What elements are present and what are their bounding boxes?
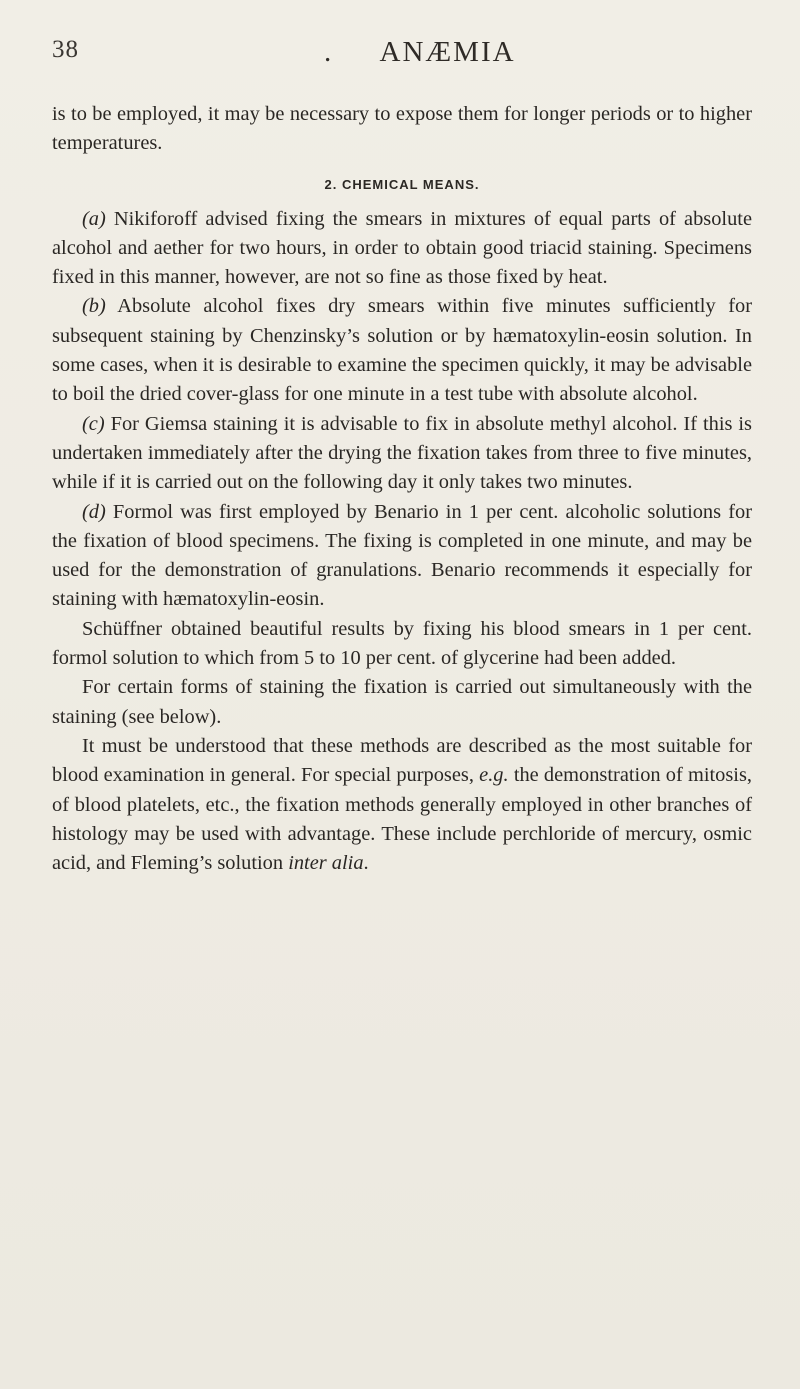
item-d-text: Formol was first employed by Benario in 1 per cent. alcoholic solutions for the fixation of blood specimens. The fixing is completed in one minute, and may be used for the demonstration of granulations. Benario recommends it especially for staining with hæmatoxylin-eosin. [52, 500, 752, 611]
closing-paragraph [52, 732, 752, 878]
closing-text-2: the demonstration of mitosis, of blood platelets, etc., the fixation methods generally employed in other branches of histology may be used with advantage. These include perchloride of mercury, osmic acid, and Fleming’s solution [52, 764, 753, 875]
item-d-label: (d) [82, 500, 106, 523]
page-header [0, 36, 800, 76]
eg-abbreviation: e.g. [479, 764, 509, 787]
closing-period: . [363, 852, 369, 875]
item-b-paragraph [52, 292, 752, 409]
section-heading: 2. CHEMICAL MEANS. [324, 176, 480, 192]
item-a-paragraph [52, 205, 752, 293]
item-b-label: (b) [82, 295, 106, 318]
certain-forms-paragraph: For certain forms of staining the fixation is carried out simultaneously with the staining (see below). [52, 676, 752, 728]
intro-paragraph: is to be employed, it may be necessary to expose them for longer periods or to higher temperatures. [52, 103, 752, 155]
header-separator: . [324, 36, 334, 68]
schuffner-paragraph: Schüffner obtained beautiful results by fixing his blood smears in 1 per cent. formol solution to which from 5 to 10 per cent. of glycerine had been added. [52, 617, 752, 670]
running-title [324, 36, 516, 69]
item-c-paragraph [52, 410, 752, 498]
item-c-label: (c) [82, 412, 105, 435]
running-title-text: ANÆMIA [379, 36, 516, 68]
item-c-text: For Giemsa staining it is advisable to fix in absolute methyl alcohol. If this is undertaken immediately after the drying the fixation takes from three to five minutes, while if it is carried out on the following day it only takes two minutes. [52, 412, 752, 494]
item-a-text: Nikiforoff advised fixing the smears in mixtures of equal parts of absolute alcohol and aether for two hours, in order to obtain good triacid staining. Specimens fixed in this manner, however, are not so fine as those fixed by heat. [52, 207, 752, 289]
page-body [52, 100, 752, 878]
closing-text-1: It must be understood that these methods are described as the most suitable for blood examination in general. For special purposes, [52, 734, 752, 787]
item-d-paragraph [52, 498, 752, 615]
page-number: 38 [52, 36, 79, 63]
item-a-label: (a) [82, 207, 106, 230]
item-b-text: Absolute alcohol fixes dry smears within five minutes sufficiently for subsequent staining by Chenzinsky’s solution or by hæmatoxylin-eosin solution. In some cases, when it is desirable to examine the specimen quickly, it may be advisable to boil the dried cover-glass for one minute in a test tube with absolute alcohol. [52, 295, 752, 406]
inter-alia: inter alia [288, 852, 364, 875]
